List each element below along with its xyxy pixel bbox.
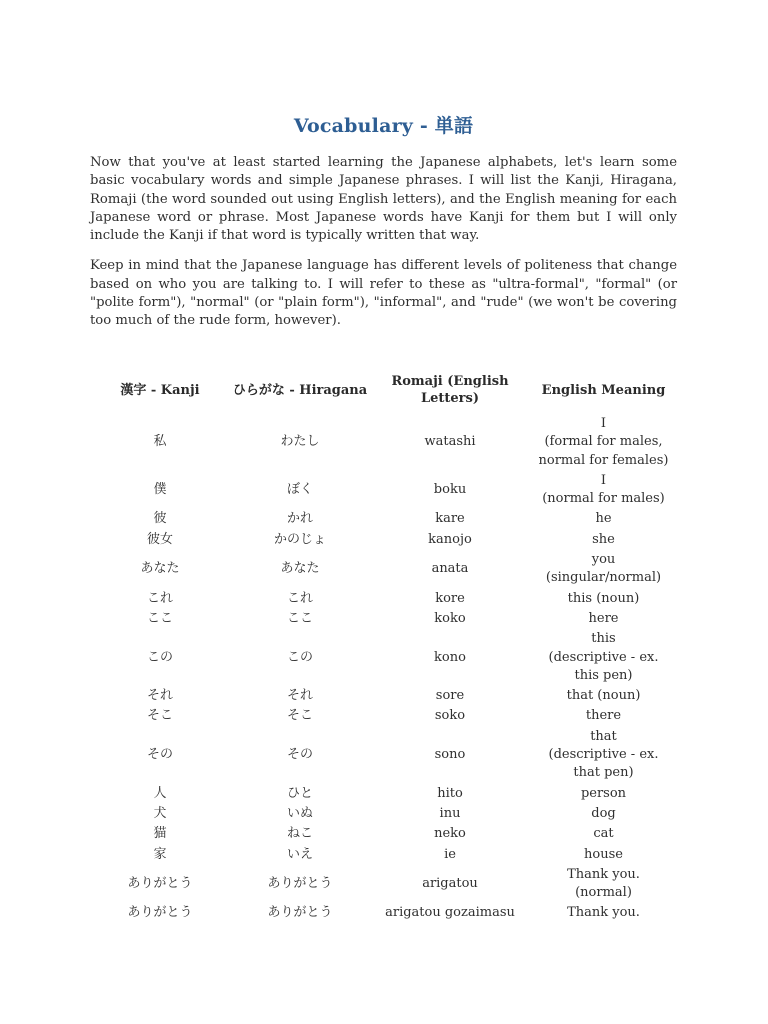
kanji-cell: ありがとう bbox=[127, 875, 193, 891]
english-meaning-line: that (noun) bbox=[566, 688, 641, 704]
english-meaning-line: Thank you. bbox=[567, 905, 640, 921]
table-row bbox=[90, 530, 677, 550]
header-hiragana-line2: Hiragana bbox=[299, 382, 368, 398]
header-hiragana-line1: ひらがな - bbox=[232, 382, 295, 398]
kanji-cell: 犬 bbox=[153, 805, 167, 821]
table-row bbox=[90, 824, 677, 844]
english-meaning-line: that pen) bbox=[573, 765, 634, 781]
english-meaning-cell bbox=[530, 629, 677, 686]
english-meaning-cell bbox=[530, 686, 677, 706]
hiragana-cell: いえ bbox=[286, 846, 313, 862]
romaji-cell: arigatou bbox=[422, 875, 478, 891]
romaji-cell: anata bbox=[431, 561, 469, 577]
header-romaji-line2: (English Letters) bbox=[420, 374, 509, 406]
kanji-cell: 彼 bbox=[153, 511, 167, 527]
header-romaji bbox=[370, 367, 530, 414]
english-meaning-cell bbox=[530, 589, 677, 609]
hiragana-cell: ぼく bbox=[286, 482, 313, 498]
kanji-cell: この bbox=[146, 649, 173, 665]
kanji-cell: 人 bbox=[153, 785, 167, 801]
hiragana-cell: ひと bbox=[286, 785, 313, 801]
hiragana-cell: かのじょ bbox=[273, 531, 326, 547]
vocabulary-table-body bbox=[90, 414, 677, 924]
table-header-row bbox=[90, 367, 677, 414]
table-row bbox=[90, 784, 677, 804]
english-meaning-line: she bbox=[592, 531, 615, 547]
english-meaning-cell bbox=[530, 804, 677, 824]
english-meaning-line: (formal for males, bbox=[544, 434, 663, 450]
table-row bbox=[90, 706, 677, 726]
header-english bbox=[530, 367, 677, 414]
english-meaning-line: there bbox=[585, 708, 622, 724]
table-row bbox=[90, 845, 677, 865]
english-meaning-cell bbox=[530, 414, 677, 471]
table-row bbox=[90, 550, 677, 589]
romaji-cell: kono bbox=[434, 649, 466, 665]
english-meaning-line: I bbox=[600, 472, 607, 488]
table-row bbox=[90, 804, 677, 824]
kanji-cell: それ bbox=[146, 688, 173, 704]
kanji-cell: あなた bbox=[140, 561, 180, 577]
english-meaning-cell bbox=[530, 530, 677, 550]
english-meaning-line: (normal) bbox=[575, 885, 632, 901]
romaji-cell: kare bbox=[435, 511, 465, 527]
english-meaning-line: normal for females) bbox=[538, 452, 669, 468]
hiragana-cell: ねこ bbox=[286, 826, 313, 842]
hiragana-cell: そこ bbox=[286, 708, 313, 724]
hiragana-cell: この bbox=[286, 649, 313, 665]
romaji-cell: sono bbox=[434, 747, 466, 763]
politeness-paragraph: Keep in mind that the Japanese language has different levels of politeness that change based on who you are talking to. I will refer to these as "ultra-formal", "formal" (or "polite form"), "normal" (or "plain form"), "informal", and "rude" (we won't be covering too much of the rude form, however). bbox=[90, 258, 677, 329]
english-meaning-cell bbox=[530, 727, 677, 784]
table-row bbox=[90, 629, 677, 686]
kanji-cell: ここ bbox=[146, 610, 173, 626]
romaji-cell: kore bbox=[435, 590, 465, 606]
english-meaning-line: (singular/normal) bbox=[545, 570, 662, 586]
english-meaning-cell bbox=[530, 865, 677, 904]
english-meaning-cell bbox=[530, 784, 677, 804]
english-meaning-line: (normal for males) bbox=[542, 491, 665, 507]
romaji-cell: soko bbox=[434, 708, 466, 724]
header-english-label: English Meaning bbox=[541, 382, 666, 398]
english-meaning-cell bbox=[530, 706, 677, 726]
romaji-cell: kanojo bbox=[428, 531, 472, 547]
hiragana-cell: いぬ bbox=[286, 805, 313, 821]
english-meaning-line: here bbox=[588, 610, 619, 626]
header-kanji bbox=[90, 367, 230, 414]
hiragana-cell: その bbox=[286, 747, 313, 763]
kanji-cell: ありがとう bbox=[127, 905, 193, 921]
vocabulary-table bbox=[90, 367, 677, 924]
kanji-cell: 彼女 bbox=[146, 531, 173, 547]
hiragana-cell: ここ bbox=[286, 610, 313, 626]
romaji-cell: hito bbox=[437, 785, 463, 801]
romaji-cell: sore bbox=[435, 688, 465, 704]
english-meaning-line: (descriptive - ex. bbox=[548, 747, 659, 763]
romaji-cell: ie bbox=[444, 846, 456, 862]
english-meaning-line: dog bbox=[591, 805, 616, 821]
english-meaning-line: this (noun) bbox=[567, 590, 640, 606]
english-meaning-line: person bbox=[580, 785, 627, 801]
english-meaning-cell bbox=[530, 471, 677, 510]
english-meaning-line: you bbox=[591, 552, 616, 568]
table-row bbox=[90, 865, 677, 904]
table-row bbox=[90, 609, 677, 629]
kanji-cell: 猫 bbox=[153, 826, 167, 842]
romaji-cell: watashi bbox=[424, 434, 476, 450]
kanji-cell: 家 bbox=[153, 846, 167, 862]
page-title: Vocabulary - 単語 bbox=[293, 115, 474, 137]
hiragana-cell: あなた bbox=[280, 561, 320, 577]
kanji-cell: その bbox=[146, 747, 173, 763]
hiragana-cell: ありがとう bbox=[267, 875, 333, 891]
table-row bbox=[90, 509, 677, 529]
english-meaning-line: this pen) bbox=[574, 667, 633, 683]
romaji-cell: inu bbox=[439, 805, 461, 821]
table-row bbox=[90, 589, 677, 609]
table-row bbox=[90, 471, 677, 510]
intro-paragraph: Now that you've at least started learning the Japanese alphabets, let's learn some basic vocabulary words and simple Japanese phrases. I will list the Kanji, Hiragana, Romaji (the word sounded out using English letters), and the English meaning for each Japanese word or phrase. Most Japanese words have Kanji for them but I will only include the Kanji if that word is typically written that way. bbox=[90, 155, 677, 244]
english-meaning-cell bbox=[530, 609, 677, 629]
english-meaning-line: cat bbox=[593, 826, 614, 842]
english-meaning-line: house bbox=[584, 846, 623, 862]
table-row bbox=[90, 686, 677, 706]
kanji-cell: 僕 bbox=[153, 482, 167, 498]
hiragana-cell: ありがとう bbox=[267, 905, 333, 921]
hiragana-cell: わたし bbox=[280, 434, 320, 450]
romaji-cell: arigatou gozaimasu bbox=[385, 905, 515, 921]
english-meaning-cell bbox=[530, 550, 677, 589]
english-meaning-cell bbox=[530, 903, 677, 923]
english-meaning-line: that bbox=[590, 728, 617, 744]
english-meaning-line: he bbox=[595, 511, 612, 527]
kanji-cell: 私 bbox=[153, 434, 167, 450]
romaji-cell: boku bbox=[433, 482, 467, 498]
kanji-cell: そこ bbox=[146, 708, 173, 724]
english-meaning-line: Thank you. bbox=[567, 866, 640, 882]
english-meaning-line: (descriptive - ex. bbox=[548, 649, 659, 665]
english-meaning-cell bbox=[530, 509, 677, 529]
romaji-cell: koko bbox=[434, 610, 466, 626]
kanji-cell: これ bbox=[146, 590, 173, 606]
header-hiragana bbox=[230, 367, 370, 414]
header-romaji-line1: Romaji bbox=[391, 374, 443, 389]
english-meaning-line: this bbox=[591, 631, 616, 647]
document-page bbox=[90, 0, 677, 921]
english-meaning-cell bbox=[530, 845, 677, 865]
table-row bbox=[90, 903, 677, 923]
table-row bbox=[90, 414, 677, 471]
english-meaning-cell bbox=[530, 824, 677, 844]
english-meaning-line: I bbox=[600, 416, 607, 431]
table-row bbox=[90, 727, 677, 784]
hiragana-cell: これ bbox=[286, 590, 313, 606]
romaji-cell: neko bbox=[434, 826, 466, 842]
hiragana-cell: それ bbox=[286, 688, 313, 704]
hiragana-cell: かれ bbox=[286, 511, 313, 527]
header-kanji-label: 漢字 - Kanji bbox=[120, 382, 200, 398]
